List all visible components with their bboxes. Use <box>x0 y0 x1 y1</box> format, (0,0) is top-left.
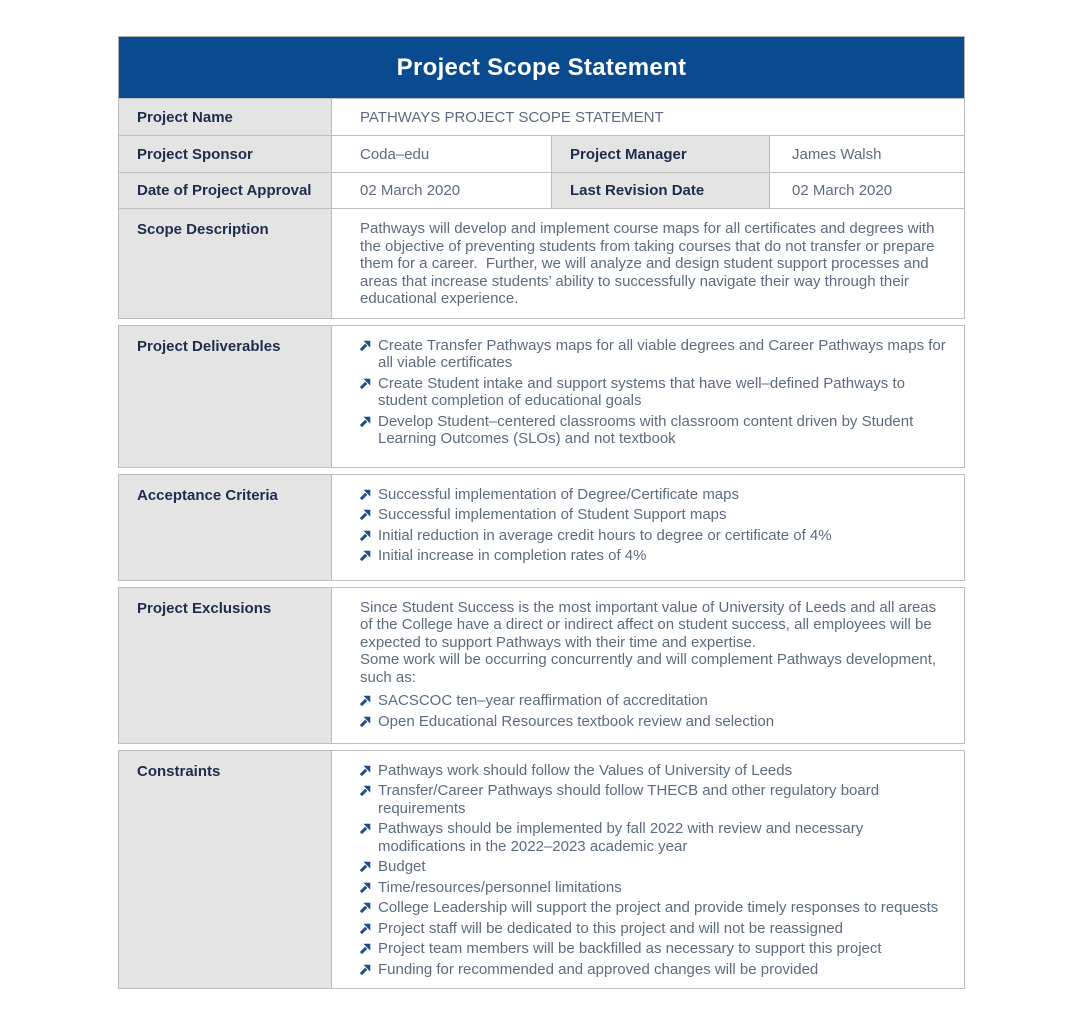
north-east-arrow-icon <box>360 923 371 934</box>
bullet-text: Pathways should be implemented by fall 2022 with review and necessary modifications in the 2022–2023 academic year <box>378 820 864 855</box>
bullet-item <box>360 547 946 565</box>
project-sponsor-label: Project Sponsor <box>118 135 332 173</box>
constraints-label: Constraints <box>118 750 332 990</box>
bullet-item <box>360 920 946 938</box>
north-east-arrow-icon <box>360 861 371 872</box>
bullet-text: Initial reduction in average credit hours to degree or certificate of 4% <box>378 526 832 544</box>
scope-description-paragraphs <box>360 220 946 308</box>
north-east-arrow-icon <box>360 340 371 351</box>
north-east-arrow-icon <box>360 378 371 389</box>
project-sponsor-value-cell <box>331 135 552 173</box>
project-exclusions-content <box>331 587 965 744</box>
north-east-arrow-icon <box>360 489 371 500</box>
north-east-arrow-icon <box>360 416 371 427</box>
bullet-text: College Leadership will support the project and provide timely responses to requests <box>378 899 939 916</box>
acceptance-criteria-section <box>118 474 965 581</box>
page-title: Project Scope Statement <box>396 53 687 81</box>
bullet-text: Create Transfer Pathways maps for all viable degrees and Career Pathways maps for all viable certificates <box>378 336 946 371</box>
constraints-list <box>360 762 946 979</box>
project-deliverables-content <box>331 325 965 468</box>
paragraph: Some work will be occurring concurrently and will complement Pathways development, such as: <box>360 651 941 686</box>
bullet-text: Funding for recommended and approved changes will be provided <box>378 960 819 978</box>
paragraph: Since Student Success is the most important value of University of Leeds and all areas of the College have a direct or indirect affect on student success, all employees will be expected to support Pathways with their time and expertise. <box>360 598 941 651</box>
project-manager-value: James Walsh <box>792 145 882 163</box>
bullet-text: Successful implementation of Student Support maps <box>378 506 727 523</box>
north-east-arrow-icon <box>360 902 371 913</box>
north-east-arrow-icon <box>360 882 371 893</box>
project-exclusions-paragraphs <box>360 599 946 687</box>
bullet-item <box>360 506 946 524</box>
bullet-item <box>360 940 946 958</box>
project-name-value-cell <box>331 98 965 136</box>
bullet-text: Open Educational Resources textbook review and selection <box>378 712 775 730</box>
bullet-item <box>360 375 946 410</box>
bullet-text: Transfer/Career Pathways should follow THECB and other regulatory board requirements <box>378 782 880 817</box>
project-scope-statement-document <box>118 36 965 989</box>
bullet-item <box>360 762 946 780</box>
project-exclusions-list <box>360 692 946 730</box>
bullet-text: Budget <box>378 858 426 875</box>
constraints-section <box>118 750 965 990</box>
north-east-arrow-icon <box>360 716 371 727</box>
last-revision-label: Last Revision Date <box>551 172 770 209</box>
last-revision-value: 02 March 2020 <box>792 182 893 199</box>
bullet-item <box>360 879 946 897</box>
project-sponsor-value: Coda–edu <box>360 145 430 163</box>
project-exclusions-label: Project Exclusions <box>118 587 332 744</box>
bullet-item <box>360 899 946 917</box>
bullet-text: Project team members will be backfilled as necessary to support this project <box>378 940 882 957</box>
north-east-arrow-icon <box>360 823 371 834</box>
acceptance-criteria-content <box>331 474 965 581</box>
bullet-text: Develop Student–centered classrooms with classroom content driven by Student Learning Outcomes (SLOs) and not textbook <box>378 412 914 447</box>
north-east-arrow-icon <box>360 765 371 776</box>
bullet-text: Initial increase in completion rates of 4% <box>378 547 647 564</box>
bullet-text: Time/resources/personnel limitations <box>378 878 622 896</box>
bullet-text: Project staff will be dedicated to this project and will not be reassigned <box>378 919 843 937</box>
dates-row <box>118 172 965 209</box>
paragraph: Pathways will develop and implement course maps for all certificates and degrees with the objective of preventing students from taking courses that do not transfer or prepare them for a career. Further, we will analyze and design student support processes and areas that increase students’ ability to successfully navigate their way through their educational experience. <box>360 220 939 307</box>
acceptance-criteria-label: Acceptance Criteria <box>118 474 332 581</box>
last-revision-value-cell <box>769 172 965 209</box>
approval-date-label: Date of Project Approval <box>118 172 332 209</box>
north-east-arrow-icon <box>360 550 371 561</box>
bullet-item <box>360 782 946 817</box>
bullet-text: Pathways work should follow the Values of University of Leeds <box>378 761 793 779</box>
approval-date-value-cell <box>331 172 552 209</box>
project-name-value: PATHWAYS PROJECT SCOPE STATEMENT <box>360 108 664 126</box>
bullet-item <box>360 858 946 876</box>
north-east-arrow-icon <box>360 530 371 541</box>
bullet-text: Successful implementation of Degree/Certificate maps <box>378 485 739 503</box>
north-east-arrow-icon <box>360 695 371 706</box>
bullet-item <box>360 713 946 731</box>
bullet-text: Create Student intake and support systems that have well–defined Pathways to student completion of educational goals <box>378 374 905 409</box>
north-east-arrow-icon <box>360 964 371 975</box>
project-name-label: Project Name <box>118 98 332 136</box>
project-manager-value-cell <box>769 135 965 173</box>
bullet-text: SACSCOC ten–year reaffirmation of accreditation <box>378 692 708 709</box>
scope-description-label: Scope Description <box>118 208 332 319</box>
bullet-item <box>360 820 946 855</box>
acceptance-criteria-list <box>360 486 946 565</box>
bullet-item <box>360 692 946 710</box>
project-deliverables-label: Project Deliverables <box>118 325 332 468</box>
bullet-item <box>360 527 946 545</box>
project-deliverables-section <box>118 325 965 468</box>
approval-date-value: 02 March 2020 <box>360 182 461 199</box>
bullet-item <box>360 413 946 448</box>
scope-description-content <box>331 208 965 319</box>
bullet-item <box>360 337 946 372</box>
north-east-arrow-icon <box>360 785 371 796</box>
document-title-bar <box>118 36 965 99</box>
project-exclusions-section <box>118 587 965 744</box>
project-deliverables-list <box>360 337 946 448</box>
scope-description-section <box>118 208 965 319</box>
constraints-content <box>331 750 965 990</box>
project-name-row <box>118 98 965 136</box>
bullet-item <box>360 961 946 979</box>
sponsor-manager-row <box>118 135 965 173</box>
project-manager-label: Project Manager <box>551 135 770 173</box>
north-east-arrow-icon <box>360 509 371 520</box>
north-east-arrow-icon <box>360 943 371 954</box>
bullet-item <box>360 486 946 504</box>
